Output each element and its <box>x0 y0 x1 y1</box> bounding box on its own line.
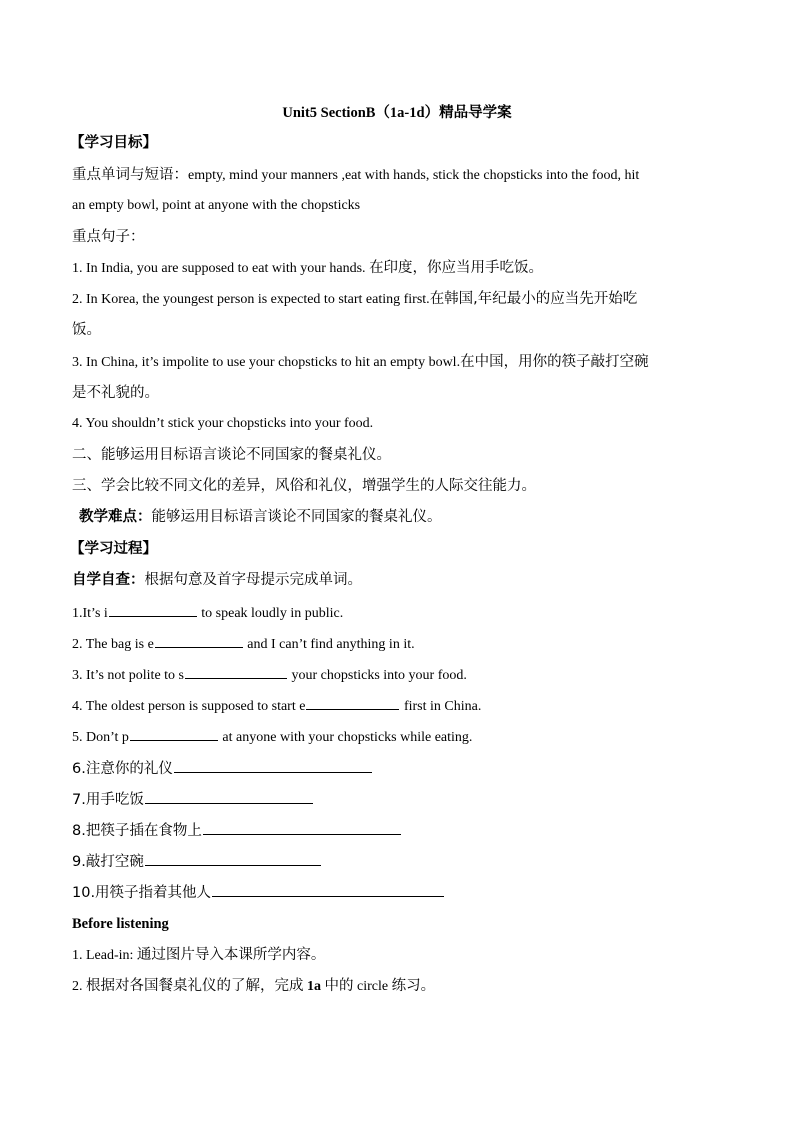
difficulty-text: 能够运用目标语言谈论不同国家的餐桌礼仪。 <box>151 509 442 525</box>
sentence-3-cn-cont: 是不礼貌的。 <box>72 385 159 401</box>
item-1-text: 通过图片导入本课所学内容。 <box>136 947 326 963</box>
sentence-3 <box>72 352 649 373</box>
before-listening-item-2 <box>72 976 435 997</box>
question-3 <box>72 664 467 686</box>
sentence-1-en: 1. In India, you are supposed to eat with your hands. <box>72 261 366 276</box>
question-5-blank[interactable] <box>130 726 218 741</box>
self-check <box>72 570 362 591</box>
teaching-difficulty <box>79 507 442 528</box>
key-words-line-2: an empty bowl, point at anyone with the chopsticks <box>72 198 361 213</box>
question-3-blank[interactable] <box>185 664 287 679</box>
heading-learning-goals: 【学习目标】 <box>70 135 157 151</box>
question-7 <box>72 789 314 811</box>
question-6-blank[interactable] <box>174 758 372 773</box>
item-2-prefix: 2. <box>72 979 83 994</box>
key-words-line-1 <box>72 165 639 186</box>
question-3-prefix: 3. It’s not polite to s <box>72 668 184 683</box>
self-check-text: 根据句意及首字母提示完成单词。 <box>144 572 362 588</box>
difficulty-label: 教学难点： <box>79 509 152 525</box>
sentence-1-cn: 在印度，你应当用手吃饭。 <box>369 260 544 276</box>
question-8-prompt: 8.把筷子插在食物上 <box>72 823 202 839</box>
question-4-suffix: first in China. <box>403 699 482 714</box>
question-9-blank[interactable] <box>145 851 321 866</box>
sentence-4: 4. You shouldn’t stick your chopsticks into your food. <box>72 416 374 431</box>
question-4-prefix: 4. The oldest person is supposed to start e <box>72 699 306 714</box>
item-2-en: circle <box>357 979 389 994</box>
sentence-2-cn: 在韩国,年纪最小的应当先开始吃 <box>429 291 638 307</box>
sentence-3-en: 3. In China, it’s impolite to use your chopsticks to hit an empty bowl. <box>72 355 461 370</box>
item-1-prefix: 1. Lead-in: <box>72 948 134 963</box>
question-5-suffix: at anyone with your chopsticks while eating. <box>222 730 473 745</box>
before-listening-item-1 <box>72 945 325 966</box>
question-10-prompt: 10.用筷子指着其他人 <box>72 885 212 901</box>
question-8-blank[interactable] <box>203 820 401 835</box>
question-1 <box>72 602 343 624</box>
question-10 <box>72 882 445 904</box>
question-4-blank[interactable] <box>306 695 399 710</box>
question-5-prefix: 5. Don’t p <box>72 730 129 745</box>
question-1-blank[interactable] <box>109 602 197 617</box>
sentence-2-cn-cont: 饭。 <box>72 322 101 338</box>
question-6-prompt: 6.注意你的礼仪 <box>72 761 173 777</box>
question-1-prefix: 1.It’s i <box>72 606 108 621</box>
sentence-2 <box>72 289 637 310</box>
page-title: Unit5 SectionB（1a-1d）精品导学案 <box>282 105 512 121</box>
question-7-prompt: 7.用手吃饭 <box>72 792 144 808</box>
question-2-blank[interactable] <box>155 633 243 648</box>
heading-learning-process: 【学习过程】 <box>70 541 157 557</box>
self-check-label: 自学自查： <box>72 572 145 588</box>
question-2-prefix: 2. The bag is e <box>72 637 154 652</box>
question-1-suffix: to speak loudly in public. <box>201 606 344 621</box>
goal-2: 二、能够运用目标语言谈论不同国家的餐桌礼仪。 <box>72 447 391 463</box>
question-3-suffix: your chopsticks into your food. <box>291 668 467 683</box>
key-words-text: empty, mind your manners ,eat with hands, stick the chopsticks into the food, hit <box>188 168 640 183</box>
item-2-text-b: 中的 <box>324 978 354 994</box>
question-8 <box>72 820 402 842</box>
sentence-2-en: 2. In Korea, the youngest person is expected to start eating first. <box>72 292 430 307</box>
item-2-text-a: 根据对各国餐桌礼仪的了解，完成 <box>86 978 304 994</box>
goal-3: 三、学会比较不同文化的差异，风俗和礼仪，增强学生的人际交往能力。 <box>72 478 536 494</box>
item-2-text-c: 练习。 <box>391 978 436 994</box>
question-2 <box>72 633 415 655</box>
key-sentences-label: 重点句子： <box>72 229 145 245</box>
question-4 <box>72 695 481 717</box>
sentence-3-cn: 在中国，用你的筷子敲打空碗 <box>460 354 649 370</box>
item-2-bold: 1a <box>307 979 321 994</box>
sentence-1 <box>72 258 543 279</box>
question-5 <box>72 726 472 748</box>
question-6 <box>72 758 373 780</box>
key-words-label: 重点单词与短语： <box>72 167 188 183</box>
question-9-prompt: 9.敲打空碗 <box>72 854 144 870</box>
heading-before-listening: Before listening <box>72 916 169 932</box>
question-7-blank[interactable] <box>145 789 313 804</box>
question-2-suffix: and I can’t find anything in it. <box>247 637 415 652</box>
question-10-blank[interactable] <box>212 882 444 897</box>
question-9 <box>72 851 322 873</box>
